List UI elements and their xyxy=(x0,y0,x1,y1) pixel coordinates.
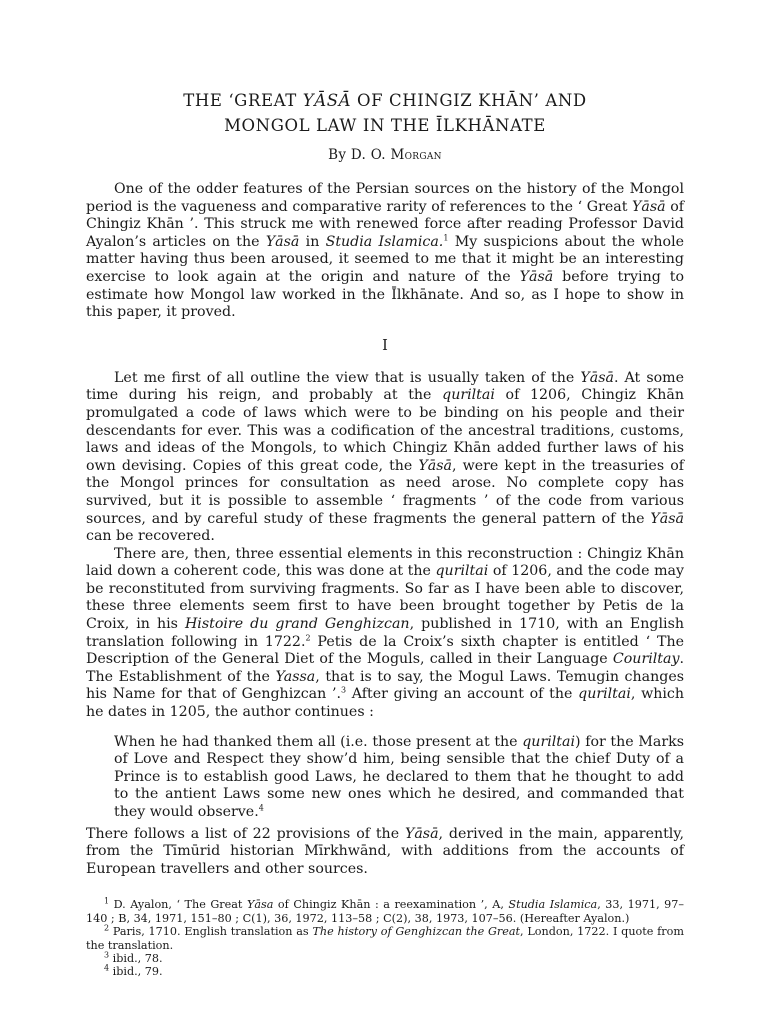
italic-run: Yāsā xyxy=(418,457,452,474)
italic-run: Studia Islamica. xyxy=(325,233,444,250)
text-run: There are, then, three essential elements in this reconstruction : Chingiz Khān laid down a coherent code, this was done at the xyxy=(86,545,684,580)
footnote-number: 2 xyxy=(104,923,110,933)
text-run: of Chingiz Khān : a reexamination ’, A, xyxy=(273,898,509,912)
text-run: , 33, 1971, 97–140 ; B, 34, 1971, 151–80 ; C(1), 36, 1972, 113–58 ; C(2), 38, 1973, 107–56. (Hereafter Ayalon.) xyxy=(86,898,684,925)
italic-run: quriltai xyxy=(578,686,631,703)
footnote-1 xyxy=(86,898,684,925)
text-run: in xyxy=(299,233,326,250)
italic-run: quriltai xyxy=(442,387,495,404)
italic-run: Yāsā xyxy=(650,510,684,527)
footnote-ref: 2 xyxy=(305,632,311,642)
paragraph-reconstruction xyxy=(86,546,684,722)
italic-run: Yāsā xyxy=(632,198,666,215)
text-run: There follows a list of 22 provisions of the xyxy=(86,825,405,842)
footnote-ref: 1 xyxy=(443,233,449,243)
text-run: . The Establishment of the xyxy=(86,651,684,685)
text-run: , which he dates in 1205, the author continues : xyxy=(86,686,685,721)
text-run: Paris, 1710. English translation as xyxy=(109,925,313,939)
paragraph-view xyxy=(86,370,684,546)
italic-run: Couriltay xyxy=(612,651,680,668)
text-run: Let me first of all outline the view that is usually taken of the xyxy=(114,369,581,386)
italic-run: quriltai xyxy=(435,563,489,580)
text-run: of 1206, and the code may be reconstituted from surviving fragments. So far as I have been able to discover, these three elements seem first to have been brought together by Petis de la Croix, in his xyxy=(86,563,684,633)
text-run: . At some time during his reign, and probably at the xyxy=(86,369,684,404)
italic-run: Yāsā xyxy=(580,369,614,386)
italic-run: Yāsā xyxy=(519,268,554,285)
footnote-number: 3 xyxy=(104,950,110,960)
text-run: before trying to estimate how Mongol law worked in the Īlkhānate. And so, as I hope to show in this paper, it proved. xyxy=(86,268,684,321)
text-run: ) for the Marks of Love and Respect they show’d him, being sensible that the chief Duty of a Prince is to establish good Laws, he declared to them that he thought to add to the antient Laws some new ones which he desired, and commanded that they would observe. xyxy=(114,733,684,820)
text-run: ibid., 78. xyxy=(109,952,163,965)
italic-run: quriltai xyxy=(522,733,575,750)
text-run: D. Ayalon, ‘ The Great xyxy=(109,898,247,912)
byline-prefix: By D. O. xyxy=(328,147,391,163)
text-run: , were kept in the treasuries of the Mongol princes for consultation as need arose. No complete copy has survived, but it is possible to assemble ‘ fragments ’ of the code from various sources, and by careful study of these fragments the general pattern of the xyxy=(86,457,684,527)
paragraph-provisions xyxy=(86,826,684,879)
italic-run: Histoire du grand Genghizcan xyxy=(184,616,410,633)
text-run: After giving an account of the xyxy=(346,686,579,703)
author-name: Morgan xyxy=(390,147,442,163)
text-run: , that is to say, the Mogul Laws. Temugin changes his Name for that of Genghizcan ’. xyxy=(86,668,684,703)
text-run: ibid., 79. xyxy=(109,965,163,979)
author-byline xyxy=(86,147,684,163)
title-line-1 xyxy=(86,88,684,113)
italic-run: Yāsā xyxy=(404,825,439,842)
text-run: , derived in the main, apparently, from the Tīmūrid historian Mīrkhwānd, with additions from the accounts of European travellers and other sources. xyxy=(86,825,684,877)
footnote-4 xyxy=(86,965,684,978)
title-text: OF CHINGIZ KHĀN’ AND xyxy=(351,91,587,110)
italic-run: Studia Islamica xyxy=(508,898,598,912)
section-heading: I xyxy=(382,337,388,354)
italic-run: Yāsā xyxy=(265,233,300,250)
block-quote xyxy=(114,734,684,822)
footnote-number: 1 xyxy=(104,896,110,906)
text-run: can be recovered. xyxy=(86,528,215,545)
footnotes xyxy=(86,898,684,978)
text-run: Petis de la Croix’s sixth chapter is entitled ‘ The Description of the General Diet of the Moguls, called in their Language xyxy=(86,633,684,668)
title-line-2: MONGOL LAW IN THE ĪLKHĀNATE xyxy=(224,116,546,135)
paragraph-intro xyxy=(86,181,684,322)
text-run: of 1206, Chingiz Khān promulgated a code of laws which were to be binding on his people and their descendants for ever. This was a codification of the ancestral traditions, customs, laws and ideas of the Mongols, to which Chingiz Khān added further laws of his own devising. Copies of this great code, the xyxy=(86,387,684,474)
text-run: , London, 1722. I quote from the translation. xyxy=(86,925,684,952)
italic-run: The history of Genghizcan the Great xyxy=(312,925,521,939)
text-run: When he had thanked them all (i.e. those present at the xyxy=(114,733,523,750)
title-text: THE ‘GREAT xyxy=(183,91,303,110)
footnote-ref: 3 xyxy=(341,685,347,695)
footnote-ref: 4 xyxy=(258,803,264,813)
text-run: My suspicions about the whole matter having thus been aroused, it seemed to me that it might be an interesting exercise to look again at the origin and nature of the xyxy=(86,233,685,285)
footnote-2 xyxy=(86,925,684,952)
title-italic-yasa: YĀSĀ xyxy=(302,91,352,110)
italic-run: Yassa xyxy=(275,668,316,685)
text-run: of Chingiz Khān ’. This struck me with renewed force after reading Professor David Ayalon’s articles on the xyxy=(86,198,685,250)
footnote-number: 4 xyxy=(104,963,110,973)
article-page xyxy=(86,88,684,979)
footnote-3 xyxy=(86,952,684,965)
article-title xyxy=(86,88,684,138)
text-run: , published in 1710, with an English translation following in 1722. xyxy=(86,616,684,650)
text-run: One of the odder features of the Persian sources on the history of the Mongol period is the vagueness and comparative rarity of references to the ‘ Great xyxy=(86,181,684,215)
italic-run: Yāsa xyxy=(246,898,274,912)
